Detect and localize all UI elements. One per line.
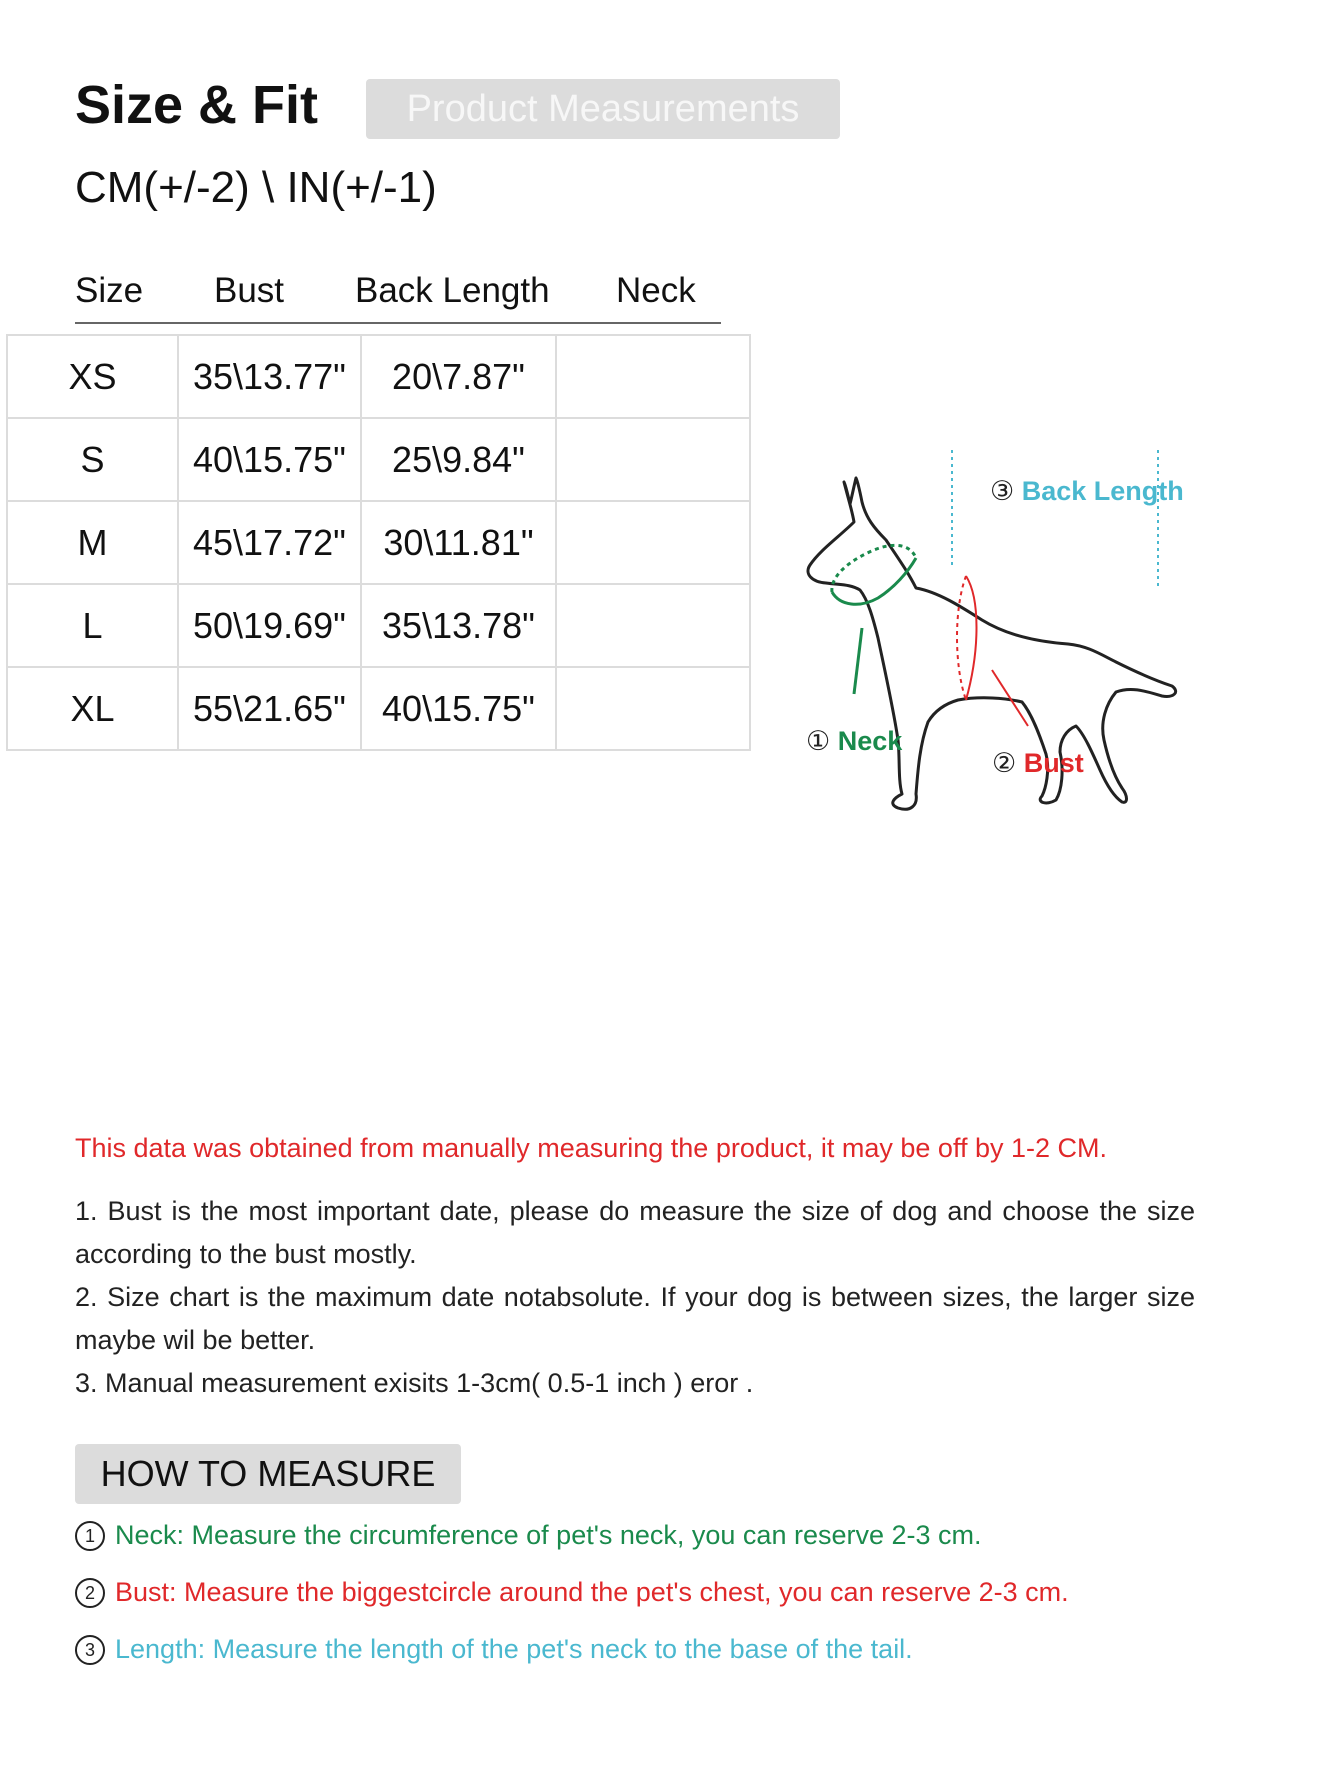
cell-back-length: 30\11.81"	[361, 501, 556, 584]
column-header-back-length: Back Length	[355, 271, 550, 310]
cell-size: XS	[7, 335, 178, 418]
cell-bust: 50\19.69"	[178, 584, 361, 667]
measure-neck-text: Neck: Measure the circumference of pet's neck, you can reserve 2-3 cm.	[115, 1520, 982, 1550]
cell-size: M	[7, 501, 178, 584]
table-row	[7, 667, 750, 750]
column-header-bust: Bust	[214, 271, 285, 310]
table-row	[7, 418, 750, 501]
step-number: 1	[75, 1521, 105, 1551]
cell-back-length: 20\7.87"	[361, 335, 556, 418]
notes-list	[75, 1190, 1195, 1405]
size-table	[6, 334, 751, 751]
cell-neck	[556, 418, 750, 501]
cell-bust: 35\13.77"	[178, 335, 361, 418]
list-item: 3. Manual measurement exisits 1-3cm( 0.5-1 inch ) eror .	[75, 1368, 754, 1398]
product-measurements-badge: Product Measurements	[366, 79, 840, 139]
cell-bust: 40\15.75"	[178, 418, 361, 501]
cell-back-length: 35\13.78"	[361, 584, 556, 667]
back-length-label	[990, 476, 1184, 507]
step-number: 2	[75, 1578, 105, 1608]
cell-size: L	[7, 584, 178, 667]
cell-neck	[556, 584, 750, 667]
measurement-disclaimer: This data was obtained from manually measuring the product, it may be off by 1-2 CM.	[75, 1133, 1107, 1163]
measure-bust-text: Bust: Measure the biggestcircle around the pet's chest, you can reserve 2-3 cm.	[115, 1577, 1069, 1607]
bust-label-text: Bust	[1023, 748, 1084, 778]
back-length-label-text: Back Length	[1021, 476, 1184, 506]
neck-number: ①	[806, 726, 831, 756]
measure-neck-instruction	[75, 1520, 982, 1551]
bust-number: ②	[992, 748, 1017, 778]
measure-length-text: Length: Measure the length of the pet's neck to the base of the tail.	[115, 1634, 913, 1664]
cell-bust: 45\17.72"	[178, 501, 361, 584]
list-item: 1. Bust is the most important date, please do measure the size of dog and choose the size according to the bust mostly.	[75, 1196, 1195, 1269]
header-divider	[75, 322, 721, 324]
bust-label	[992, 748, 1084, 779]
table-row	[7, 335, 750, 418]
measure-length-instruction	[75, 1634, 913, 1665]
cell-neck	[556, 335, 750, 418]
back-length-number: ③	[990, 476, 1015, 506]
dog-measurement-diagram	[770, 440, 1250, 820]
cell-bust: 55\21.65"	[178, 667, 361, 750]
how-to-measure-heading: HOW TO MEASURE	[75, 1444, 461, 1504]
neck-pointer-line	[854, 628, 862, 694]
table-row	[7, 501, 750, 584]
cell-neck	[556, 667, 750, 750]
step-number: 3	[75, 1635, 105, 1665]
table-row	[7, 584, 750, 667]
neck-label-text: Neck	[837, 726, 903, 756]
neck-label	[806, 726, 902, 757]
cell-size: S	[7, 418, 178, 501]
measure-bust-instruction	[75, 1577, 1069, 1608]
cell-back-length: 25\9.84"	[361, 418, 556, 501]
cell-back-length: 40\15.75"	[361, 667, 556, 750]
page-title: Size & Fit	[75, 75, 319, 135]
bust-measure-ring	[966, 576, 977, 700]
column-header-neck: Neck	[616, 271, 696, 310]
unit-tolerance-note: CM(+/-2) \ IN(+/-1)	[75, 163, 437, 212]
column-header-size: Size	[75, 271, 144, 310]
list-item: 2. Size chart is the maximum date notabsolute. If your dog is between sizes, the larger size maybe wil be better.	[75, 1282, 1195, 1355]
bust-measure-ring-back	[957, 576, 966, 700]
cell-neck	[556, 501, 750, 584]
cell-size: XL	[7, 667, 178, 750]
